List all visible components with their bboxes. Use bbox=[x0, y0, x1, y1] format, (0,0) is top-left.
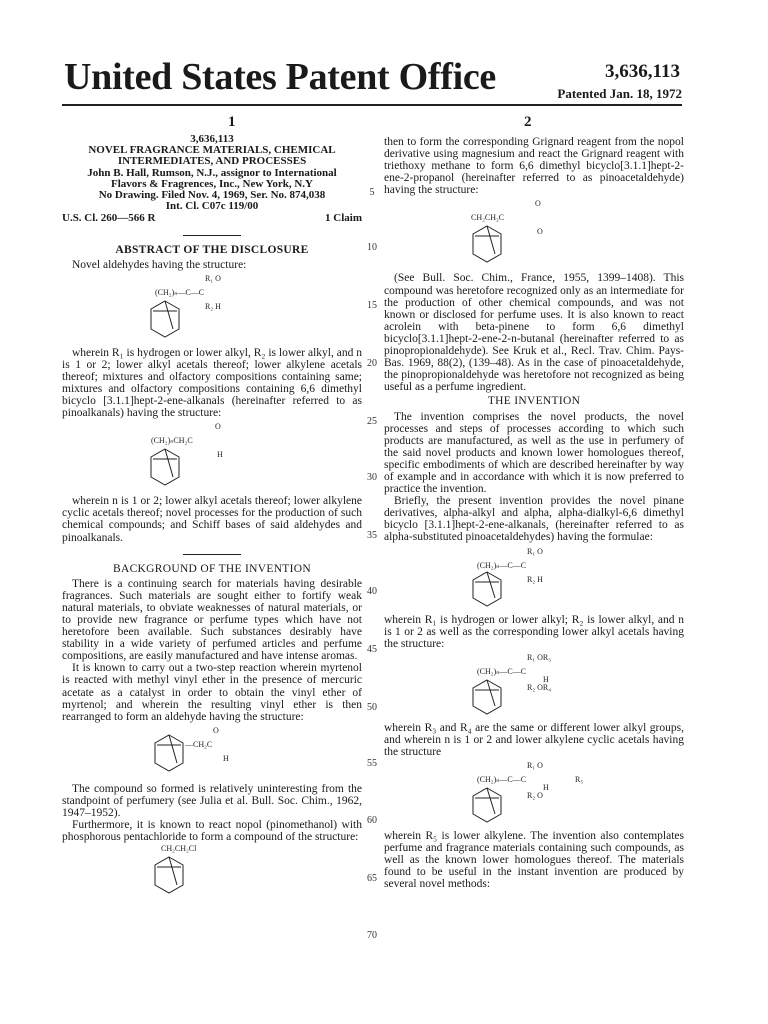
claim-count: 1 Claim bbox=[325, 212, 362, 225]
body-paragraph: wherein R₅ is lower alkylene. The invention also contemplates perfume and fragrance materials containing such compounds, as well as the known lower homologues thereof. The materials found to be useful in the instant invention are produced by several novel methods: bbox=[384, 830, 684, 891]
line-number: 45 bbox=[367, 644, 377, 655]
svg-text:R₂ H: R₂ H bbox=[527, 574, 543, 584]
patent-date: Patented Jan. 18, 1972 bbox=[557, 86, 682, 101]
background-heading: BACKGROUND OF THE INVENTION bbox=[113, 562, 311, 575]
line-number: 30 bbox=[367, 472, 377, 483]
inventor-line: Flavors & Fragrences, Inc., New York, N.Y bbox=[111, 177, 313, 190]
structure-1 bbox=[147, 271, 277, 347]
svg-text:(CH₂)ₙ—C—C: (CH₂)ₙ—C—C bbox=[477, 666, 527, 676]
svg-text:R₁ O: R₁ O bbox=[527, 761, 543, 771]
body-paragraph: wherein R₁ is hydrogen or lower alkyl; R₂ is lower alkyl, and n is 1 or 2 as well as the corresponding lower alkyl acetals having the structure: bbox=[384, 613, 684, 650]
line-number: 15 bbox=[367, 300, 377, 311]
header-rule bbox=[62, 104, 682, 106]
svg-text:O: O bbox=[213, 725, 219, 735]
section-rule bbox=[183, 554, 241, 555]
office-title: United States Patent Office bbox=[64, 56, 496, 98]
svg-text:(CH₂)ₙ—C—C: (CH₂)ₙ—C—C bbox=[477, 560, 527, 570]
abstract-heading: ABSTRACT OF THE DISCLOSURE bbox=[115, 243, 309, 256]
svg-text:R₂ OR₄: R₂ OR₄ bbox=[527, 682, 552, 692]
svg-text:(CH₂)ₙCH₂C: (CH₂)ₙCH₂C bbox=[151, 436, 193, 446]
structure-2 bbox=[147, 419, 277, 495]
structure-5 bbox=[469, 196, 599, 272]
body-paragraph: Briefly, the present invention provides the novel pinane derivatives, alpha-alkyl and alpha, alpha-dialkyl-6,6 dimethyl bicyclo [3.1.1]hept-2-ene-alkanals, (hereinafter referred to as alpha-substituted pinoacetaldehydes) having the formulae: bbox=[384, 495, 684, 544]
line-number: 55 bbox=[367, 758, 377, 769]
left-column bbox=[62, 134, 362, 903]
abstract-paragraph: wherein R₁ is hydrogen or lower alkyl, R₂ is lower alkyl, and n is 1 or 2; lower alkyl acetals thereof; lower alkylene acetals thereof; mixtures and olfactory compositions containing same; mixtures and olfactory compositions containing 6,6 dimethyl bicyclo [3.1.1]hept-2-ene-alkanals (hereinafter referred to as pinoalkanals) having the structure: bbox=[62, 346, 362, 420]
line-number: 70 bbox=[367, 930, 377, 941]
svg-text:R₂ H: R₂ H bbox=[205, 301, 221, 311]
structure-3 bbox=[147, 723, 277, 783]
svg-text:R₁ O: R₁ O bbox=[527, 546, 543, 556]
svg-text:CH₂CH₂C: CH₂CH₂C bbox=[471, 213, 505, 223]
front-patent-number: 3,636,113 bbox=[190, 133, 234, 145]
line-number: 25 bbox=[367, 416, 377, 427]
structure-6 bbox=[469, 544, 599, 614]
inventor-line: John B. Hall, Rumson, N.J., assignor to International bbox=[87, 166, 337, 179]
column-number-left: 1 bbox=[228, 114, 236, 130]
structure-7 bbox=[469, 650, 599, 722]
svg-text:CH₂CH₂Cl: CH₂CH₂Cl bbox=[161, 844, 197, 854]
abstract-paragraph: Novel aldehydes having the structure: bbox=[72, 258, 247, 271]
body-paragraph: (See Bull. Soc. Chim., France, 1955, 1399–1408). This compound was heretofore recognized only as an intermediate for the production of other chemical compounds, and was not known or disclosed for perfume uses. It is also known to react acrolein with beta-pinene to form 6,6 dimethyl bicyclo[3.1.1]hept-2-ene-2-n-butanal (hereinafter referred to as pinopropionaldehyde). See Kruk et al., Recl. Trav. Chim. Pays-Bas. 1969, 88(2), (139–48). As in the case of pinoacetaldehyde, the pinopropionaldehyde was heretofore not recognized as being useful as a perfume ingredient. bbox=[384, 272, 684, 394]
classification-row bbox=[62, 212, 362, 224]
svg-text:H: H bbox=[543, 783, 549, 793]
svg-text:(CH₂)ₙ—C—C: (CH₂)ₙ—C—C bbox=[477, 775, 527, 785]
int-class: Int. Cl. C07c 119/00 bbox=[165, 200, 259, 213]
body-paragraph: then to form the corresponding Grignard reagent from the nopol derivative using magnesium and react the Grignard reagent with triethoxy methane to form 6,6 dimethyl bicyclo[3.1.1]hept-2-ene-2-propanol (hereinafter referred to as pinoacetaldehyde) having the structure: bbox=[384, 136, 684, 197]
structure-8 bbox=[469, 758, 599, 830]
line-number: 60 bbox=[367, 815, 377, 826]
line-number: 40 bbox=[367, 586, 377, 597]
svg-text:—CH₂C: —CH₂C bbox=[185, 739, 213, 749]
line-number: 20 bbox=[367, 358, 377, 369]
line-number: 65 bbox=[367, 873, 377, 884]
svg-text:H: H bbox=[217, 450, 223, 460]
svg-text:R₁ O: R₁ O bbox=[205, 273, 221, 283]
column-number-right: 2 bbox=[524, 114, 532, 130]
background-paragraph: There is a continuing search for materials having desirable fragrances. Such materials are sought either to fortify weak natural materials, to obviate weaknesses of natural materials, or to provide new fragrance or perfume types which have not heretofore been available. Such substances desirably have stability in a wide variety of perfumed articles and perfume compositions, are easily manufactured and have intense aromas. bbox=[62, 577, 362, 663]
svg-text:R₅: R₅ bbox=[575, 775, 584, 785]
section-rule bbox=[183, 235, 241, 236]
invention-heading: THE INVENTION bbox=[487, 395, 581, 408]
filing-line: No Drawing. Filed Nov. 4, 1969, Ser. No. 874,038 bbox=[98, 189, 326, 202]
svg-text:O: O bbox=[535, 199, 541, 209]
right-column bbox=[384, 136, 684, 891]
invention-title: NOVEL FRAGRANCE MATERIALS, CHEMICAL bbox=[88, 144, 336, 157]
line-number: 50 bbox=[367, 702, 377, 713]
abstract-paragraph: wherein n is 1 or 2; lower alkyl acetals thereof; lower alkylene cyclic acetals thereof; novel processes for the production of such chemical compounds; and Schiff bases of said aldehydes and pinoalkanals. bbox=[62, 495, 362, 544]
body-paragraph: The invention comprises the novel products, the novel processes and steps of processes according to which such products are manufactured, as well as the use in perfumery of the said novel products and known lower homologues thereof, specific embodiments of which are described hereinafter by way of example and in accordance with which it is now preferred to practice the invention. bbox=[384, 410, 684, 496]
line-number: 10 bbox=[367, 242, 377, 253]
us-class: U.S. Cl. 260—566 R bbox=[62, 212, 156, 225]
svg-text:R₁ OR₃: R₁ OR₃ bbox=[527, 652, 552, 662]
line-number: 5 bbox=[369, 187, 375, 198]
front-matter bbox=[62, 134, 362, 212]
line-number: 35 bbox=[367, 530, 377, 541]
svg-text:(CH₂)ₙ—C—C: (CH₂)ₙ—C—C bbox=[155, 287, 205, 297]
svg-text:H: H bbox=[543, 674, 549, 684]
svg-text:O: O bbox=[215, 422, 221, 432]
patent-number: 3,636,113 bbox=[605, 61, 680, 82]
svg-text:O: O bbox=[537, 227, 543, 237]
structure-4 bbox=[147, 843, 277, 903]
background-paragraph: Furthermore, it is known to react nopol (pinomethanol) with phosphorous pentachloride to form a compound of the structure: bbox=[62, 819, 362, 844]
svg-text:R₂ O: R₂ O bbox=[527, 791, 543, 801]
svg-text:H: H bbox=[223, 753, 229, 763]
invention-title: INTERMEDIATES, AND PROCESSES bbox=[117, 155, 307, 168]
background-paragraph: It is known to carry out a two-step reaction wherein myrtenol is reacted with methyl vinyl ether in the presence of mercuric acetate as a catalyst in order to obtain the vinyl ether of myrtenol; and wherein the resulting vinyl ether is then rearranged to form an aldehyde having the structure: bbox=[62, 662, 362, 723]
background-paragraph: The compound so formed is relatively uninteresting from the standpoint of perfumery (see Julia et al. Bull. Soc. Chim., 1962, 1947–1952). bbox=[62, 782, 362, 820]
body-paragraph: wherein R₃ and R₄ are the same or different lower alkyl groups, and wherein n is 1 or 2 and lower alkylene cyclic acetals having the structure bbox=[384, 721, 684, 758]
